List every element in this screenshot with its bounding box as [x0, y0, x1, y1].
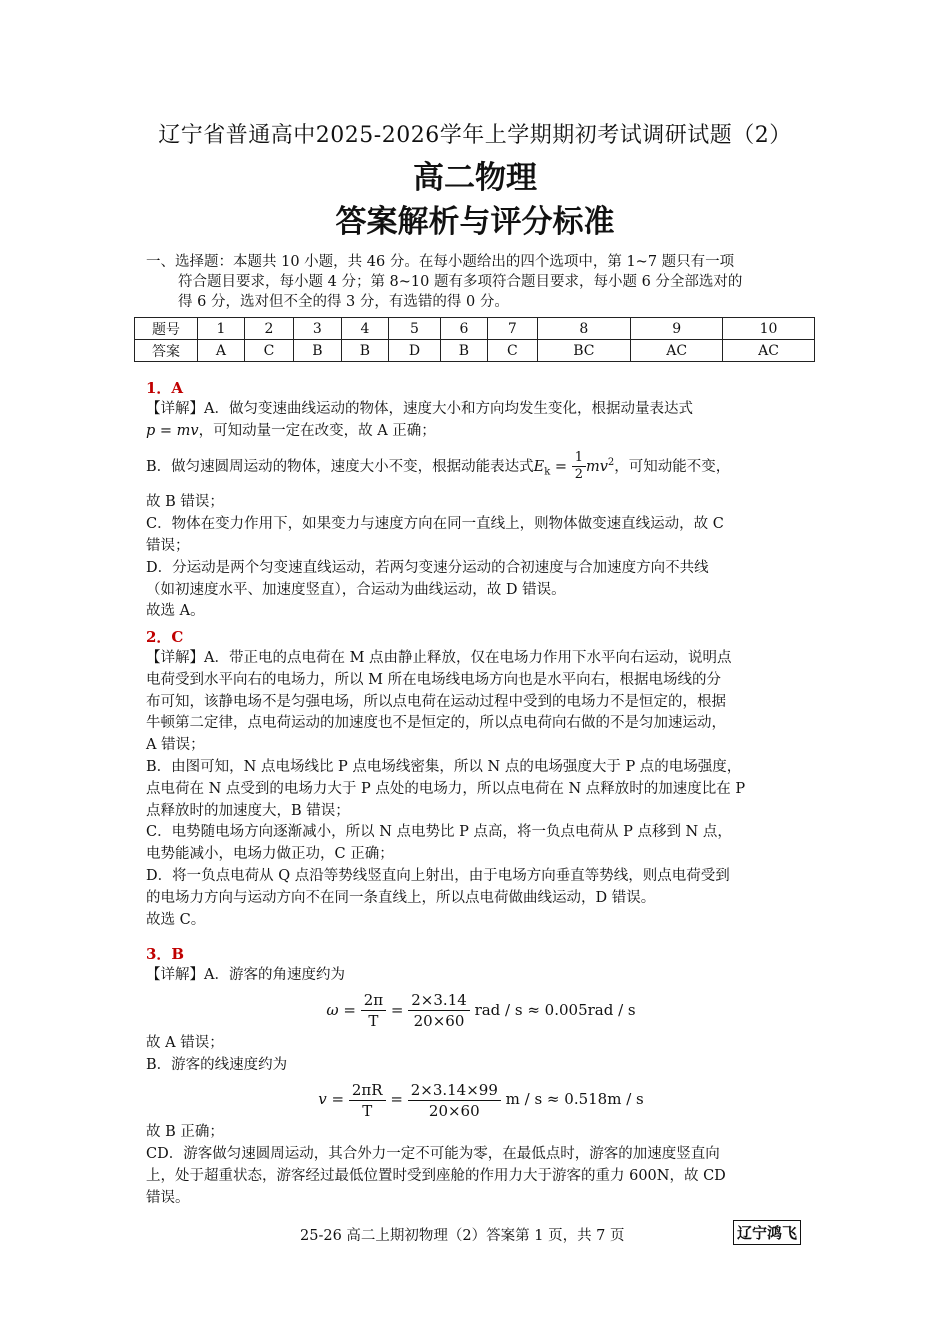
text-line: 故选 A。 [146, 603, 205, 620]
publisher-stamp: 辽宁鸿飞 [733, 1220, 801, 1245]
fraction-num: 2×3.14 [408, 990, 470, 1011]
fraction [349, 1080, 386, 1121]
text-line: 错误； [146, 537, 190, 554]
fraction-num: 2πR [349, 1080, 386, 1101]
text-line: 点电荷在 N 点受到的电场力大于 P 点处的电场力，所以点电荷在 N 点释放时的加速度比在 P [146, 780, 746, 797]
formula-ek: E [533, 458, 545, 475]
table-cell: AC [631, 340, 723, 362]
table-cell: 2 [244, 318, 293, 340]
text-line: 【详解】A．做匀变速曲线运动的物体，速度大小和方向均发生变化，根据动量表达式 [146, 401, 693, 417]
text-line: C．物体在变力作用下，如果变力与速度方向在同一直线上，则物体做变速直线运动，故 C [146, 516, 724, 533]
formula: p = mv [146, 422, 199, 439]
fraction [408, 990, 470, 1031]
question-heading: 1．A [146, 379, 184, 397]
formula-eq: = [390, 1090, 403, 1109]
text-line: 电荷受到水平向右的电场力，所以 M 所在电场线电场方向也是水平向右，根据电场线的分 [146, 671, 722, 688]
formula-eq: = [390, 1000, 404, 1019]
text-line: 的电场力方向与运动方向不在同一条直线上，所以点电荷做曲线运动，D 错误。 [146, 889, 656, 906]
table-cell: 3 [294, 318, 342, 340]
text-span: B．做匀速圆周运动的物体，速度大小不变，根据动能表达式 [146, 458, 534, 475]
text-line: 牛顿第二定律，点电荷运动的加速度也不是恒定的，所以点电荷向右做的不是匀加速运动， [146, 715, 726, 732]
question-3 [146, 943, 816, 1210]
fraction-num: 2π [361, 990, 386, 1011]
formula-sub: k [544, 466, 551, 478]
subject-title: 高二物理 [413, 160, 537, 196]
table-header-cell: 题号 [135, 318, 198, 340]
text-line: B．游客的线速度约为 [146, 1056, 288, 1073]
table-cell: 9 [631, 318, 723, 340]
table-cell: 8 [537, 318, 631, 340]
table-cell: 1 [198, 318, 245, 340]
fraction-num: 2×3.14×99 [408, 1080, 501, 1101]
formula-sup: 2 [607, 456, 615, 468]
table-cell: B [294, 340, 342, 362]
text-line: CD．游客做匀速圆周运动，其合外力一定不可能为零，在最低点时，游客的加速度竖直向 [146, 1146, 720, 1163]
table-cell: 5 [389, 318, 440, 340]
formula-omega [146, 987, 816, 1033]
page-footer: 25-26 高二上期初物理（2）答案第 1 页，共 7 页 [300, 1228, 625, 1244]
table-cell: 6 [440, 318, 488, 340]
exam-title: 辽宁省普通高中2025-2026学年上学期期初考试调研试题（2） [158, 123, 792, 148]
text-line: B．由图可知，N 点电场线比 P 点电场线密集，所以 N 点的电场强度大于 P 点的电场强度， [146, 758, 742, 775]
table-cell: A [198, 340, 245, 362]
fraction-den: 2 [574, 466, 583, 482]
formula-mv: mv [585, 458, 608, 475]
table-cell: C [244, 340, 293, 362]
fraction-den: T [368, 1012, 379, 1031]
text-line [146, 443, 816, 493]
text-line: 故 A 错误； [146, 1034, 224, 1051]
text-span: ，可知动量一定在改变，故 A 正确； [198, 422, 436, 439]
fraction-den: T [362, 1101, 373, 1120]
text-line: 故选 C。 [146, 911, 206, 928]
text-line: C．电势随电场方向逐渐减小，所以 N 点电势比 P 点高，将一负点电荷从 P 点移到 N 点， [146, 824, 732, 841]
table-cell: B [440, 340, 488, 362]
text-line [146, 421, 816, 443]
text-line: A 错误； [146, 737, 205, 754]
text-line: 错误。 [146, 1189, 190, 1206]
formula-eq: = [550, 458, 572, 475]
answer-table [134, 317, 815, 362]
fraction-den: 20×60 [413, 1012, 465, 1031]
instruction-line: 符合题目要求，每小题 4 分；第 8~10 题有多项符合题目要求，每小题 6 分全部选对的 [178, 274, 743, 290]
question-heading: 2．C [146, 628, 184, 646]
text-line: 布可知，该静电场不是匀强电场，所以点电荷在运动过程中受到的电场力不是恒定的，根据 [146, 693, 726, 710]
table-cell: AC [723, 340, 815, 362]
table-cell: C [488, 340, 537, 362]
formula-lhs: ω = [326, 1000, 356, 1019]
instruction-line: 得 6 分，选对但不全的得 3 分，有选错的得 0 分。 [178, 294, 509, 310]
text-line: 点释放时的加速度大，B 错误； [146, 802, 350, 819]
text-line: 电势能减小，电场力做正功，C 正确； [146, 846, 394, 863]
fraction-num: 1 [572, 450, 586, 467]
instruction-line: 一、选择题：本题共 10 小题，共 46 分。在每小题给出的四个选项中，第 1~7 题只有一项 [146, 254, 735, 270]
table-cell: B [341, 340, 389, 362]
text-line: 【详解】A．带正电的点电荷在 M 点由静止释放，仅在电场力作用下水平向右运动，说明点 [146, 650, 732, 666]
table-cell: D [389, 340, 440, 362]
text-span: ，可知动能不变， [614, 458, 731, 475]
table-cell: BC [537, 340, 631, 362]
table-row-numbers [135, 318, 815, 340]
formula-velocity [146, 1076, 816, 1122]
text-line: D．将一负点电荷从 Q 点沿等势线竖直向上射出，由于电场方向垂直等势线，则点电荷受到 [146, 867, 730, 884]
text-line: 上，处于超重状态，游客经过最低位置时受到座舱的作用力大于游客的重力 600N，故 CD [146, 1167, 726, 1184]
doc-title: 答案解析与评分标准 [335, 204, 615, 240]
fraction [572, 450, 586, 483]
table-cell: 10 [723, 318, 815, 340]
text-line: （如初速度水平、加速度竖直），合运动为曲线运动，故 D 错误。 [146, 581, 566, 598]
fraction [408, 1080, 501, 1121]
fraction-den: 20×60 [428, 1101, 480, 1120]
formula-lhs: v = [318, 1090, 345, 1109]
text-line: 故 B 正确； [146, 1124, 224, 1141]
table-cell: 7 [488, 318, 537, 340]
section-instructions [146, 252, 816, 312]
formula-rhs: rad / s ≈ 0.005rad / s [474, 1000, 636, 1019]
table-cell: 4 [341, 318, 389, 340]
question-heading: 3．B [146, 945, 185, 963]
table-row-answers [135, 340, 815, 362]
text-line: D．分运动是两个匀变速直线运动，若两匀变速分运动的合初速度与合加速度方向不共线 [146, 559, 709, 576]
question-2 [146, 626, 816, 931]
text-line: 故 B 错误； [146, 494, 224, 511]
table-header-cell: 答案 [135, 340, 198, 362]
question-1 [146, 377, 816, 623]
text-line: 【详解】A．游客的角速度约为 [146, 967, 345, 983]
formula-rhs: m / s ≈ 0.518m / s [505, 1090, 644, 1109]
fraction [361, 990, 386, 1031]
